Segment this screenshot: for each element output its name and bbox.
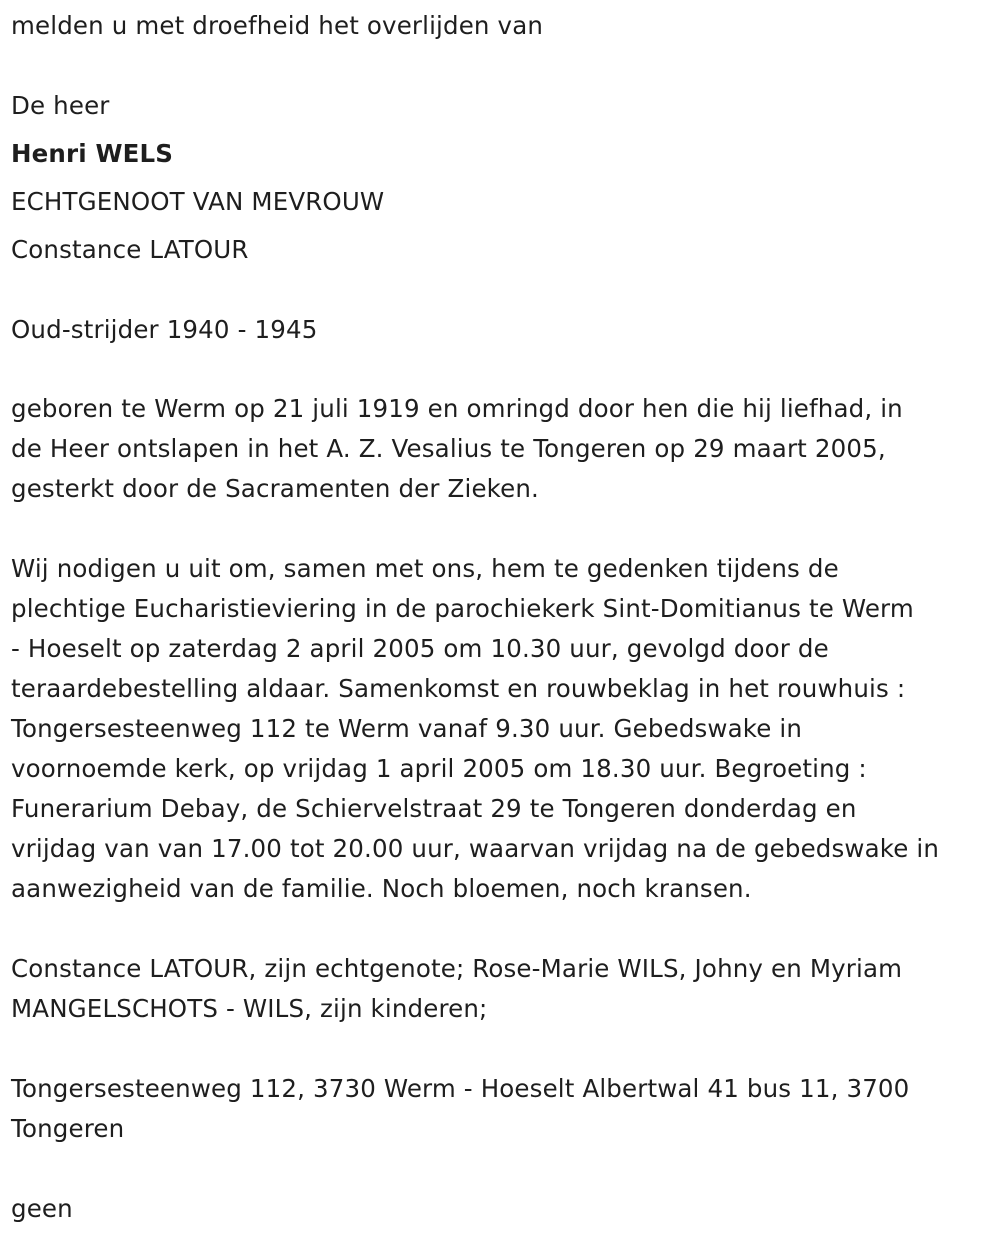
paragraph-line: plechtige Eucharistieviering in de parochiekerk Sint-Domitianus te Werm (11, 594, 914, 623)
paragraph-line: Funerarium Debay, de Schiervelstraat 29 te Tongeren donderdag en (11, 794, 857, 823)
paragraph-line: vrijdag van van 17.00 tot 20.00 uur, waarvan vrijdag na de gebedswake in (11, 834, 940, 863)
closing-text: geen (11, 1194, 73, 1223)
paragraph-line: Tongersesteenweg 112 te Werm vanaf 9.30 uur. Gebedswake in (11, 714, 803, 743)
veteran-note: Oud-strijder 1940 - 1945 (11, 315, 318, 344)
paragraph-line: - Hoeselt op zaterdag 2 april 2005 om 10.30 uur, gevolgd door de (11, 634, 829, 663)
paragraph-line: geboren te Werm op 21 juli 1919 en omringd door hen die hij liefhad, in (11, 394, 903, 423)
paragraph-line: gesterkt door de Sacramenten der Zieken. (11, 474, 539, 503)
spouse-label: ECHTGENOOT VAN MEVROUW (11, 187, 385, 216)
spouse-name: Constance LATOUR (11, 235, 249, 264)
service-paragraph (11, 549, 996, 909)
family-paragraph (11, 949, 996, 1029)
paragraph-line: voornoemde kerk, op vrijdag 1 april 2005 om 18.30 uur. Begroeting : (11, 754, 867, 783)
paragraph-line: Tongeren (11, 1114, 125, 1143)
birth-death-paragraph (11, 389, 996, 509)
paragraph-line: teraardebestelling aldaar. Samenkomst en rouwbeklag in het rouwhuis : (11, 674, 906, 703)
title-prefix: De heer (11, 91, 110, 120)
paragraph-line: Tongersesteenweg 112, 3730 Werm - Hoeselt Albertwal 41 bus 11, 3700 (11, 1074, 910, 1103)
paragraph-line: MANGELSCHOTS - WILS, zijn kinderen; (11, 994, 488, 1023)
paragraph-line: Wij nodigen u uit om, samen met ons, hem te gedenken tijdens de (11, 554, 839, 583)
address-paragraph (11, 1069, 996, 1149)
paragraph-line: aanwezigheid van de familie. Noch bloemen, noch kransen. (11, 874, 752, 903)
intro-text: melden u met droefheid het overlijden van (11, 11, 544, 40)
paragraph-line: Constance LATOUR, zijn echtgenote; Rose-Marie WILS, Johny en Myriam (11, 954, 903, 983)
paragraph-line: de Heer ontslapen in het A. Z. Vesalius te Tongeren op 29 maart 2005, (11, 434, 886, 463)
deceased-name: Henri WELS (11, 139, 174, 168)
